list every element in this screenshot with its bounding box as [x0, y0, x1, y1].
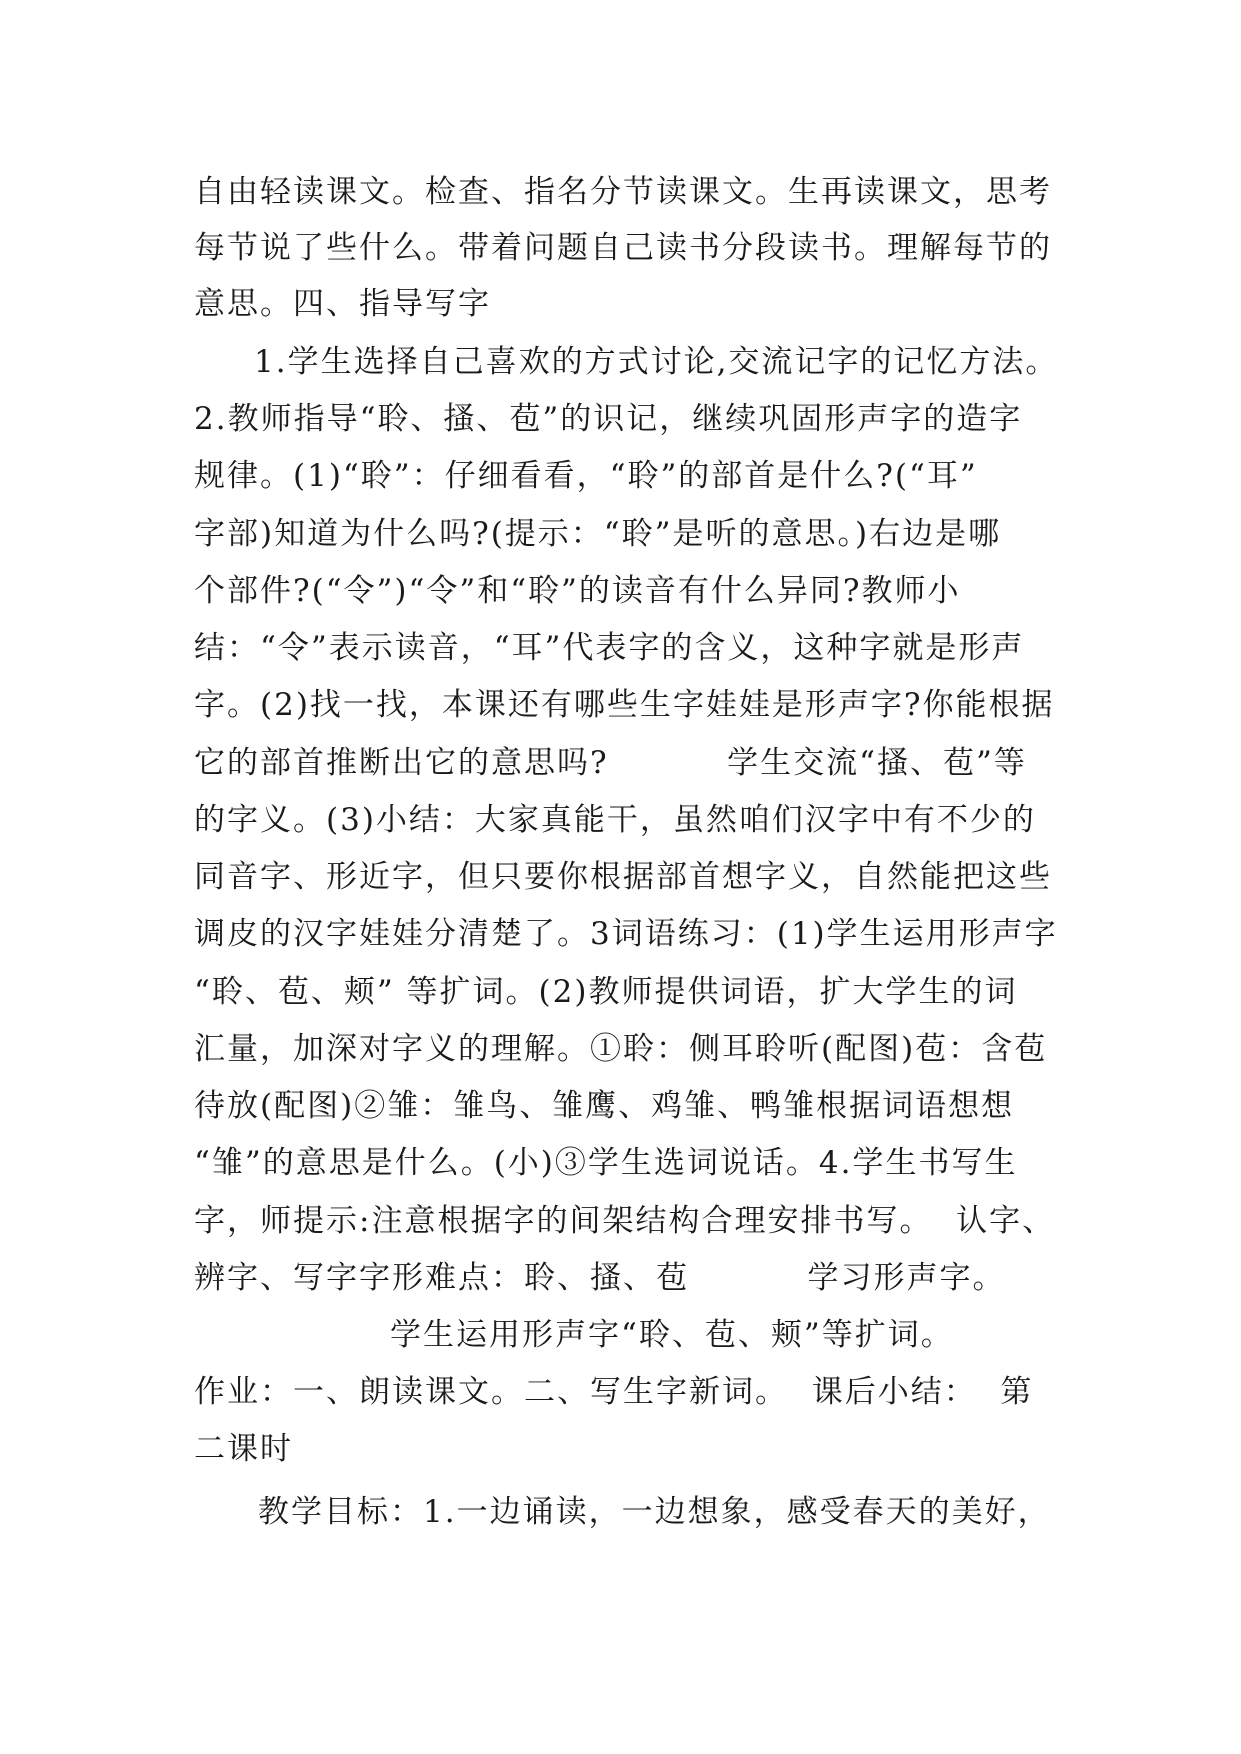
text-line: 教学目标：1.一边诵读，一边想象，感受春天的美好，	[258, 1494, 1051, 1530]
text-line: “聆、苞、颊” 等扩词。(2)教师提供词语，扩大学生的词	[194, 974, 1018, 1010]
text-line: 个部件?(“令”)“令”和“聆”的读音有什么异同?教师小	[194, 573, 961, 609]
text-line: 1.学生选择自己喜欢的方式讨论,交流记字的记忆方法。	[254, 344, 1059, 380]
text-line: 规律。(1)“聆”：仔细看看，“聆”的部首是什么?(“耳”	[194, 458, 978, 494]
text-line: 字，师提示:注意根据字的间架结构合理安排书写。 认字、	[194, 1203, 1056, 1239]
text-line: 2.教师指导“聆、搔、苞”的识记，继续巩固形声字的造字	[194, 401, 1023, 437]
text-line: 的字义。(3)小结：大家真能干，虽然咱们汉字中有不少的	[194, 802, 1036, 838]
text-line: 辨字、写字字形难点：聆、搔、苞 学习形声字。	[194, 1260, 1006, 1296]
text-line: 每节说了些什么。带着问题自己读书分段读书。理解每节的	[194, 230, 1052, 266]
text-line: 字部)知道为什么吗?(提示：“聆”是听的意思。)右边是哪	[194, 516, 1002, 552]
text-line: 汇量，加深对字义的理解。①聆：侧耳聆听(配图)苞：含苞	[194, 1031, 1048, 1067]
text-line: 它的部首推断出它的意思吗? 学生交流“搔、苞”等	[194, 745, 1027, 781]
text-line: “雏”的意思是什么。(小)③学生选词说话。4.学生书写生	[194, 1145, 1018, 1181]
text-line: 结：“令”表示读音，“耳”代表字的含义，这种字就是形声	[194, 630, 1025, 666]
text-line: 作业：一、朗读课文。二、写生字新词。 课后小结： 第	[194, 1374, 1034, 1410]
text-line: 字。(2)找一找，本课还有哪些生字娃娃是形声字?你能根据	[194, 687, 1055, 723]
text-line: 调皮的汉字娃娃分清楚了。3词语练习：(1)学生运用形声字	[194, 916, 1058, 952]
text-line: 意思。四、指导写字	[194, 286, 491, 322]
text-line: 自由轻读课文。检查、指名分节读课文。生再读课文，思考	[194, 174, 1052, 210]
text-line: 待放(配图)②雏：雏鸟、雏鹰、鸡雏、鸭雏根据词语想想	[194, 1088, 1015, 1124]
text-line: 学生运用形声字“聆、苞、颊”等扩词。	[390, 1317, 954, 1353]
text-line: 同音字、形近字，但只要你根据部首想字义，自然能把这些	[194, 859, 1052, 895]
text-line: 二课时	[194, 1431, 293, 1467]
